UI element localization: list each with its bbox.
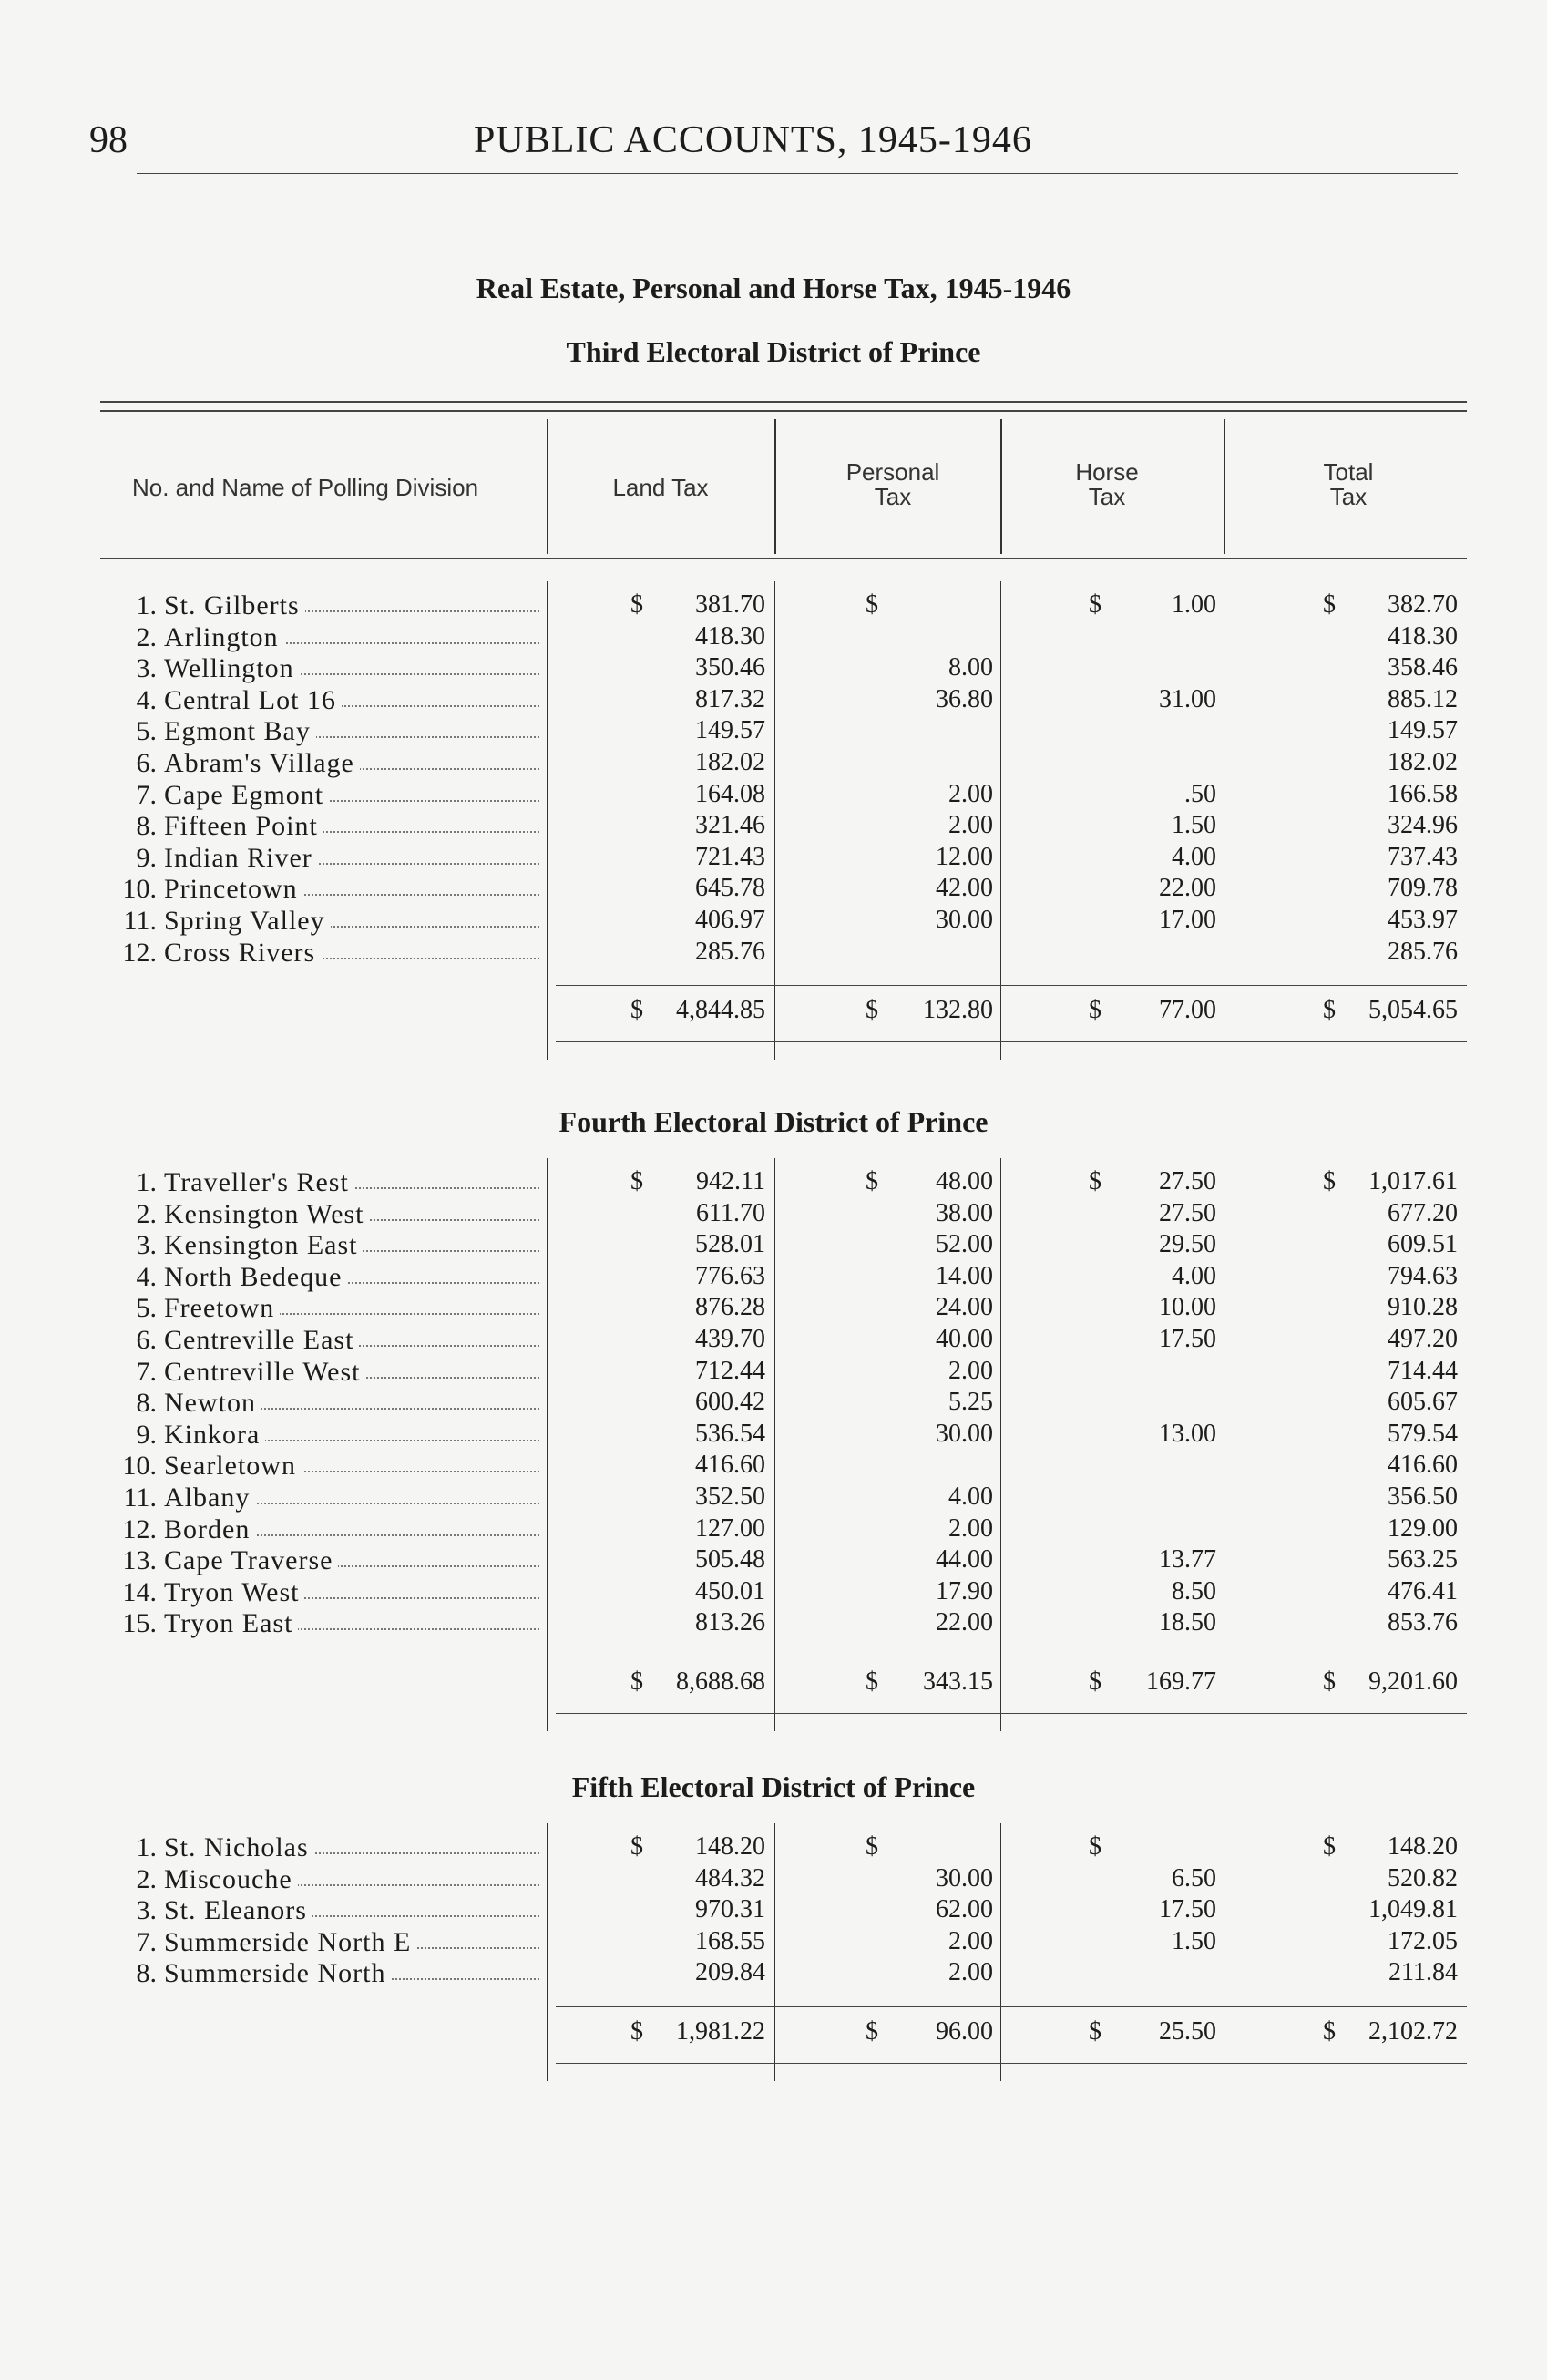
land-tax-value: 381.70 [695, 590, 765, 619]
personal-tax-value: 22.00 [936, 1608, 993, 1637]
polling-division-name: Borden [164, 1514, 255, 1546]
horse-tax-value: 31.00 [1159, 684, 1216, 713]
currency-symbol: $ [866, 1832, 878, 1861]
land-tax-value: 813.26 [695, 1608, 765, 1637]
land-tax-value: 600.42 [695, 1388, 765, 1417]
personal-tax-value: 24.00 [936, 1293, 993, 1322]
row-number: 2. [136, 1198, 157, 1229]
column-divider [1000, 1158, 1001, 1731]
personal-total-value: 96.00 [936, 2017, 993, 2046]
currency-symbol: $ [1089, 996, 1101, 1025]
personal-tax-value: 2.00 [948, 1356, 993, 1385]
total-tax-value: 579.54 [1388, 1419, 1458, 1448]
horse-tax-value: 13.77 [1159, 1545, 1216, 1575]
horse-tax-value: 17.00 [1159, 906, 1216, 934]
total-tax-value: 885.12 [1388, 684, 1458, 713]
total-tax-value: 714.44 [1388, 1356, 1458, 1385]
horse-tax-value: 6.50 [1172, 1863, 1216, 1893]
row-number: 3. [136, 1895, 157, 1926]
personal-tax-value: 2.00 [948, 811, 993, 840]
personal-tax-value: 2.00 [948, 779, 993, 808]
polling-division-name: Cape Egmont [164, 780, 329, 812]
polling-division-name: Searletown [164, 1451, 302, 1482]
page-number: 98 [89, 119, 128, 161]
personal-tax-value: 4.00 [948, 1482, 993, 1511]
personal-tax-value: 2.00 [948, 1926, 993, 1955]
land-tax-value: 168.55 [695, 1926, 765, 1955]
personal-tax-value: 14.00 [936, 1261, 993, 1290]
total-total-value: 2,102.72 [1368, 2017, 1458, 2046]
personal-tax-value: 30.00 [936, 906, 993, 934]
land-tax-value: 450.01 [695, 1576, 765, 1605]
row-number: 1. [136, 1832, 157, 1862]
total-tax-value: 605.67 [1388, 1388, 1458, 1417]
personal-tax-value: 17.90 [936, 1576, 993, 1605]
horse-tax-value: 17.50 [1159, 1895, 1216, 1924]
currency-symbol: $ [630, 1832, 643, 1861]
currency-symbol: $ [1323, 2017, 1336, 2046]
row-number: 8. [136, 1388, 157, 1419]
horse-tax-value: 1.00 [1172, 590, 1216, 619]
header-divider [1000, 419, 1002, 554]
personal-tax-value: 30.00 [936, 1863, 993, 1893]
horse-tax-value: 27.50 [1159, 1198, 1216, 1227]
polling-division-name: Centreville West [164, 1357, 365, 1389]
personal-tax-value: 48.00 [936, 1167, 993, 1195]
total-tax-value: 416.60 [1388, 1451, 1458, 1480]
row-number: 7. [136, 1926, 157, 1957]
col-header-horse: Horse Tax [1075, 458, 1139, 511]
horse-tax-value: .50 [1184, 779, 1216, 808]
personal-tax-value: 5.25 [948, 1388, 993, 1417]
column-divider [547, 581, 548, 1060]
subtotal-bottom-rule [556, 1713, 1467, 1714]
land-tax-value: 127.00 [695, 1513, 765, 1543]
polling-division-name: Spring Valley [164, 906, 331, 938]
personal-tax-value: 44.00 [936, 1545, 993, 1575]
row-number: 10. [122, 874, 157, 905]
row-number: 5. [136, 716, 157, 747]
polling-division-name: Albany [164, 1482, 255, 1514]
total-tax-value: 358.46 [1388, 653, 1458, 682]
col-header-total: Total Tax [1323, 458, 1374, 511]
personal-tax-value: 8.00 [948, 653, 993, 682]
horse-total-value: 77.00 [1159, 996, 1216, 1025]
total-tax-value: 497.20 [1388, 1325, 1458, 1353]
row-number: 9. [136, 1419, 157, 1450]
personal-tax-value: 52.00 [936, 1230, 993, 1259]
district-title: Fourth Electoral District of Prince [558, 1105, 989, 1138]
row-number: 13. [122, 1545, 157, 1576]
running-head: PUBLIC ACCOUNTS, 1945-1946 [474, 119, 1032, 161]
total-tax-value: 1,049.81 [1368, 1895, 1458, 1924]
total-tax-value: 453.97 [1388, 906, 1458, 934]
land-tax-value: 350.46 [695, 653, 765, 682]
row-number: 12. [122, 1513, 157, 1544]
subtotal-bottom-rule [556, 2063, 1467, 2064]
row-number: 6. [136, 1325, 157, 1355]
horse-tax-value: 22.00 [1159, 874, 1216, 903]
land-tax-value: 876.28 [695, 1293, 765, 1322]
land-tax-value: 776.63 [695, 1261, 765, 1290]
personal-tax-value: 2.00 [948, 1958, 993, 1987]
personal-total-value: 132.80 [923, 996, 993, 1025]
total-tax-value: 609.51 [1388, 1230, 1458, 1259]
polling-division-name: Summerside North E [164, 1927, 416, 1959]
column-divider [1000, 581, 1001, 1060]
row-number: 3. [136, 1230, 157, 1261]
row-number: 2. [136, 621, 157, 652]
column-divider [547, 1823, 548, 2081]
land-tax-value: 149.57 [695, 716, 765, 745]
subtotal-rule [556, 985, 1467, 986]
column-divider [1000, 1823, 1001, 2081]
polling-division-name: Miscouche [164, 1864, 298, 1896]
land-tax-value: 439.70 [695, 1325, 765, 1353]
land-tax-value: 536.54 [695, 1419, 765, 1448]
horse-tax-value: 1.50 [1172, 811, 1216, 840]
polling-division-name: Kinkora [164, 1420, 265, 1452]
currency-symbol: $ [630, 590, 643, 619]
header-bottom-rule [100, 558, 1467, 559]
total-total-value: 9,201.60 [1368, 1667, 1458, 1696]
row-number: 1. [136, 590, 157, 621]
land-tax-value: 817.32 [695, 684, 765, 713]
total-tax-value: 853.76 [1388, 1608, 1458, 1637]
polling-division-name: Cross Rivers [164, 938, 321, 969]
polling-division-name: St. Nicholas [164, 1832, 314, 1864]
currency-symbol: $ [630, 996, 643, 1025]
currency-symbol: $ [866, 996, 878, 1025]
polling-division-name: Wellington [164, 653, 300, 685]
row-number: 7. [136, 1356, 157, 1387]
col-header-personal: Personal Tax [845, 458, 940, 511]
land-tax-value: 352.50 [695, 1482, 765, 1511]
land-total-value: 1,981.22 [676, 2017, 765, 2046]
personal-tax-value: 2.00 [948, 1513, 993, 1543]
currency-symbol: $ [630, 2017, 643, 2046]
land-tax-value: 970.31 [695, 1895, 765, 1924]
total-tax-value: 563.25 [1388, 1545, 1458, 1575]
horse-tax-value: 27.50 [1159, 1167, 1216, 1195]
row-number: 11. [123, 906, 157, 936]
polling-division-name: Indian River [164, 843, 318, 875]
personal-tax-value: 42.00 [936, 874, 993, 903]
land-tax-value: 484.32 [695, 1863, 765, 1893]
polling-division-name: Egmont Bay [164, 716, 316, 748]
row-number: 7. [136, 779, 157, 810]
personal-tax-value: 38.00 [936, 1198, 993, 1227]
currency-symbol: $ [1089, 2017, 1101, 2046]
row-number: 11. [123, 1482, 157, 1513]
subtotal-bottom-rule [556, 1041, 1467, 1042]
total-tax-value: 285.76 [1388, 937, 1458, 966]
currency-symbol: $ [866, 2017, 878, 2046]
currency-symbol: $ [1323, 590, 1336, 619]
polling-division-name: St. Eleanors [164, 1895, 312, 1927]
polling-division-name: Summerside North [164, 1958, 391, 1990]
polling-division-name: Traveller's Rest [164, 1167, 354, 1199]
currency-symbol: $ [1089, 1667, 1101, 1696]
subtotal-rule [556, 2006, 1467, 2007]
land-tax-value: 321.46 [695, 811, 765, 840]
total-tax-value: 182.02 [1388, 748, 1458, 776]
land-tax-value: 418.30 [695, 621, 765, 651]
land-tax-value: 645.78 [695, 874, 765, 903]
row-number: 8. [136, 1958, 157, 1989]
currency-symbol: $ [866, 1667, 878, 1696]
total-tax-value: 677.20 [1388, 1198, 1458, 1227]
row-number: 15. [122, 1608, 157, 1639]
land-tax-value: 528.01 [695, 1230, 765, 1259]
total-total-value: 5,054.65 [1368, 996, 1458, 1025]
column-divider [547, 1158, 548, 1731]
row-number: 10. [122, 1451, 157, 1482]
land-tax-value: 416.60 [695, 1451, 765, 1480]
total-tax-value: 418.30 [1388, 621, 1458, 651]
header-divider [1224, 419, 1225, 554]
total-tax-value: 910.28 [1388, 1293, 1458, 1322]
total-tax-value: 520.82 [1388, 1863, 1458, 1893]
polling-division-name: Princetown [164, 874, 303, 906]
header-divider [547, 419, 548, 554]
polling-division-name: Kensington East [164, 1230, 363, 1262]
row-number: 14. [122, 1576, 157, 1607]
currency-symbol: $ [630, 1667, 643, 1696]
row-number: 1. [136, 1167, 157, 1197]
row-number: 4. [136, 1261, 157, 1292]
polling-division-name: Centreville East [164, 1325, 359, 1357]
polling-division-name: St. Gilberts [164, 590, 305, 622]
currency-symbol: $ [1089, 1832, 1101, 1861]
total-tax-value: 211.84 [1388, 1958, 1458, 1987]
horse-tax-value: 17.50 [1159, 1325, 1216, 1353]
row-number: 5. [136, 1293, 157, 1324]
horse-tax-value: 10.00 [1159, 1293, 1216, 1322]
polling-division-name: Arlington [164, 622, 284, 654]
horse-tax-value: 18.50 [1159, 1608, 1216, 1637]
total-tax-value: 382.70 [1388, 590, 1458, 619]
currency-symbol: $ [1323, 1167, 1336, 1195]
polling-division-name: Cape Traverse [164, 1545, 338, 1577]
horse-tax-value: 4.00 [1172, 1261, 1216, 1290]
row-number: 3. [136, 653, 157, 684]
column-divider [774, 1823, 775, 2081]
land-total-value: 8,688.68 [676, 1667, 765, 1696]
total-tax-value: 166.58 [1388, 779, 1458, 808]
row-number: 8. [136, 811, 157, 842]
total-tax-value: 356.50 [1388, 1482, 1458, 1511]
currency-symbol: $ [1323, 1667, 1336, 1696]
personal-tax-value: 40.00 [936, 1325, 993, 1353]
document-title: Real Estate, Personal and Horse Tax, 1945-1946 [476, 272, 1071, 304]
table-top-rule [100, 401, 1467, 403]
land-tax-value: 721.43 [695, 842, 765, 871]
table-top-rule-2 [100, 410, 1467, 412]
total-tax-value: 324.96 [1388, 811, 1458, 840]
land-total-value: 4,844.85 [676, 996, 765, 1025]
total-tax-value: 1,017.61 [1368, 1167, 1458, 1195]
row-number: 9. [136, 842, 157, 873]
currency-symbol: $ [1089, 1167, 1101, 1195]
total-tax-value: 149.57 [1388, 716, 1458, 745]
row-number: 2. [136, 1863, 157, 1894]
horse-tax-value: 29.50 [1159, 1230, 1216, 1259]
horse-total-value: 25.50 [1159, 2017, 1216, 2046]
polling-division-name: Central Lot 16 [164, 685, 342, 717]
polling-division-name: Kensington West [164, 1199, 370, 1231]
total-tax-value: 129.00 [1388, 1513, 1458, 1543]
land-tax-value: 942.11 [696, 1167, 765, 1195]
polling-division-name: Tryon East [164, 1608, 298, 1640]
district-title-third: Third Electoral District of Prince [566, 335, 981, 368]
header-divider [774, 419, 776, 554]
horse-total-value: 169.77 [1146, 1667, 1216, 1696]
horse-tax-value: 8.50 [1172, 1576, 1216, 1605]
personal-tax-value: 12.00 [936, 842, 993, 871]
personal-tax-value: 36.80 [936, 684, 993, 713]
row-number: 12. [122, 937, 157, 968]
polling-division-name: Tryon West [164, 1577, 304, 1609]
column-divider [774, 581, 775, 1060]
currency-symbol: $ [866, 590, 878, 619]
land-tax-value: 285.76 [695, 937, 765, 966]
horse-tax-value: 4.00 [1172, 842, 1216, 871]
col-header-land: Land Tax [612, 474, 709, 501]
currency-symbol: $ [1089, 590, 1101, 619]
land-tax-value: 182.02 [695, 748, 765, 776]
total-tax-value: 737.43 [1388, 842, 1458, 871]
land-tax-value: 209.84 [695, 1958, 765, 1987]
personal-tax-value: 30.00 [936, 1419, 993, 1448]
horse-tax-value: 1.50 [1172, 1926, 1216, 1955]
personal-total-value: 343.15 [923, 1667, 993, 1696]
horse-tax-value: 13.00 [1159, 1419, 1216, 1448]
personal-tax-value: 62.00 [936, 1895, 993, 1924]
currency-symbol: $ [1323, 1832, 1336, 1861]
land-tax-value: 505.48 [695, 1545, 765, 1575]
land-tax-value: 406.97 [695, 906, 765, 934]
header-rule [137, 173, 1458, 174]
polling-division-name: Newton [164, 1388, 261, 1420]
total-tax-value: 709.78 [1388, 874, 1458, 903]
land-tax-value: 148.20 [695, 1832, 765, 1861]
column-divider [774, 1158, 775, 1731]
land-tax-value: 611.70 [696, 1198, 765, 1227]
total-tax-value: 148.20 [1388, 1832, 1458, 1861]
land-tax-value: 164.08 [695, 779, 765, 808]
total-tax-value: 794.63 [1388, 1261, 1458, 1290]
district-title: Fifth Electoral District of Prince [571, 1770, 976, 1803]
currency-symbol: $ [630, 1167, 643, 1195]
polling-division-name: North Bedeque [164, 1262, 347, 1294]
row-number: 6. [136, 748, 157, 778]
currency-symbol: $ [866, 1167, 878, 1195]
currency-symbol: $ [1323, 996, 1336, 1025]
col-header-name: No. and Name of Polling Division [131, 474, 479, 501]
total-tax-value: 476.41 [1388, 1576, 1458, 1605]
land-tax-value: 712.44 [695, 1356, 765, 1385]
polling-division-name: Freetown [164, 1293, 280, 1325]
polling-division-name: Fifteen Point [164, 811, 323, 843]
row-number: 4. [136, 684, 157, 715]
polling-division-name: Abram's Village [164, 748, 360, 780]
total-tax-value: 172.05 [1388, 1926, 1458, 1955]
